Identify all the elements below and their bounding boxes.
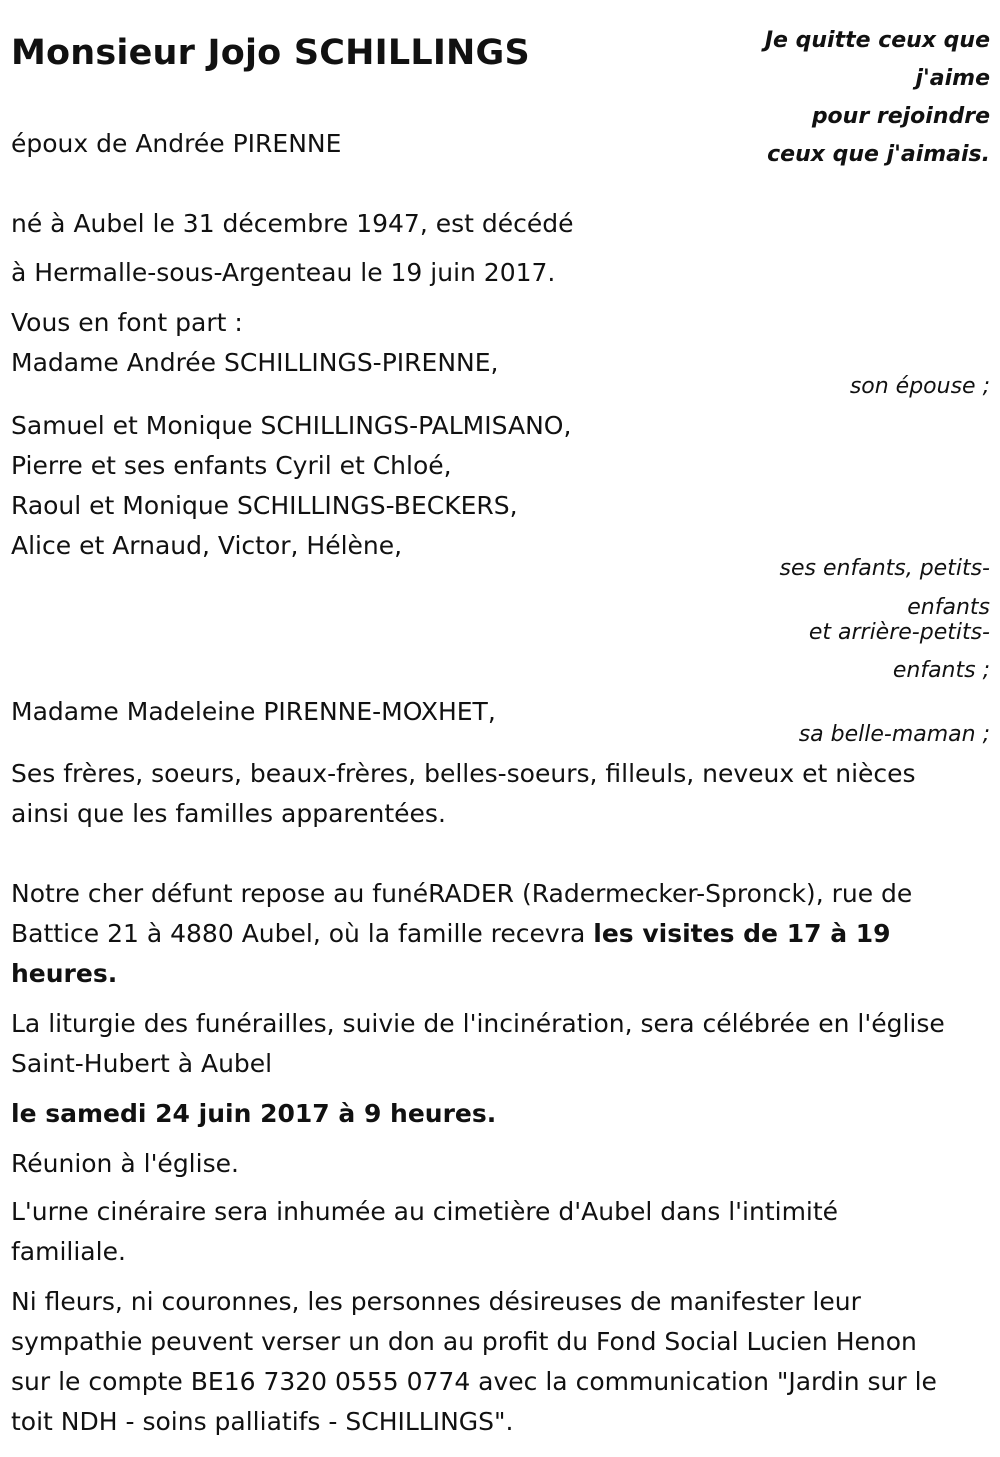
donation-line: toit NDH - soins palliatifs - SCHILLINGS".: [11, 1407, 514, 1436]
children-role-line: ses enfants, petits-: [779, 556, 990, 581]
visits-paragraph: [11, 874, 991, 994]
visits-line-2: [11, 914, 991, 954]
children-line: Alice et Arnaud, Victor, Hélène,: [11, 531, 403, 560]
visits-line-3: [11, 954, 991, 994]
spouse-name: Madame Andrée SCHILLINGS-PIRENNE,: [11, 348, 499, 377]
deceased-name: Monsieur Jojo SCHILLINGS: [11, 33, 530, 73]
birth-line-1: né à Aubel le 31 décembre 1947, est décédé: [11, 209, 574, 238]
children-role-line: enfants ;: [892, 658, 990, 683]
visits-hours-end: heures.: [11, 959, 118, 988]
quote-line: ceux que j'aimais.: [767, 142, 990, 167]
children-line: Samuel et Monique SCHILLINGS-PALMISANO,: [11, 411, 572, 440]
children-role-line: enfants: [907, 595, 990, 620]
epitaph-quote: [730, 22, 990, 174]
children-role-line: et arrière-petits-: [808, 620, 990, 645]
quote-line: Je quitte ceux que: [764, 28, 990, 53]
urn-line: familiale.: [11, 1237, 126, 1266]
family-line: Ses frères, soeurs, beaux-frères, belles-soeurs, filleuls, neveux et nièces: [11, 759, 916, 788]
children-line: Raoul et Monique SCHILLINGS-BECKERS,: [11, 491, 518, 520]
announcement-intro: Vous en font part :: [11, 308, 243, 337]
children-line: Pierre et ses enfants Cyril et Chloé,: [11, 451, 452, 480]
spouse-role: son épouse ;: [849, 374, 990, 399]
spouse-line: époux de Andrée PIRENNE: [11, 129, 342, 158]
meeting-line: Réunion à l'église.: [11, 1149, 239, 1178]
birth-line-2: à Hermalle-sous-Argenteau le 19 juin 2017.: [11, 258, 556, 287]
visits-hours-text: les visites de 17 à 19: [593, 919, 891, 948]
visits-location-text: Battice 21 à 4880 Aubel, où la famille recevra: [11, 919, 594, 948]
liturgy-line: La liturgie des funérailles, suivie de l'incinération, sera célébrée en l'église: [11, 1009, 945, 1038]
urn-line: L'urne cinéraire sera inhumée au cimetière d'Aubel dans l'intimité: [11, 1197, 839, 1226]
liturgy-line: Saint-Hubert à Aubel: [11, 1049, 273, 1078]
family-line: ainsi que les familles apparentées.: [11, 799, 446, 828]
quote-line: j'aime: [915, 66, 990, 91]
donation-line: Ni fleurs, ni couronnes, les personnes désireuses de manifester leur: [11, 1287, 861, 1316]
donation-line: sur le compte BE16 7320 0555 0774 avec la communication "Jardin sur le: [11, 1367, 937, 1396]
funeral-date: le samedi 24 juin 2017 à 9 heures.: [11, 1099, 497, 1128]
mother-in-law-name: Madame Madeleine PIRENNE-MOXHET,: [11, 697, 496, 726]
visits-line-1: Notre cher défunt repose au funéRADER (Radermecker-Spronck), rue de: [11, 879, 913, 908]
quote-line: pour rejoindre: [811, 104, 990, 129]
donation-line: sympathie peuvent verser un don au profit du Fond Social Lucien Henon: [11, 1327, 917, 1356]
mother-in-law-role: sa belle-maman ;: [798, 722, 990, 747]
